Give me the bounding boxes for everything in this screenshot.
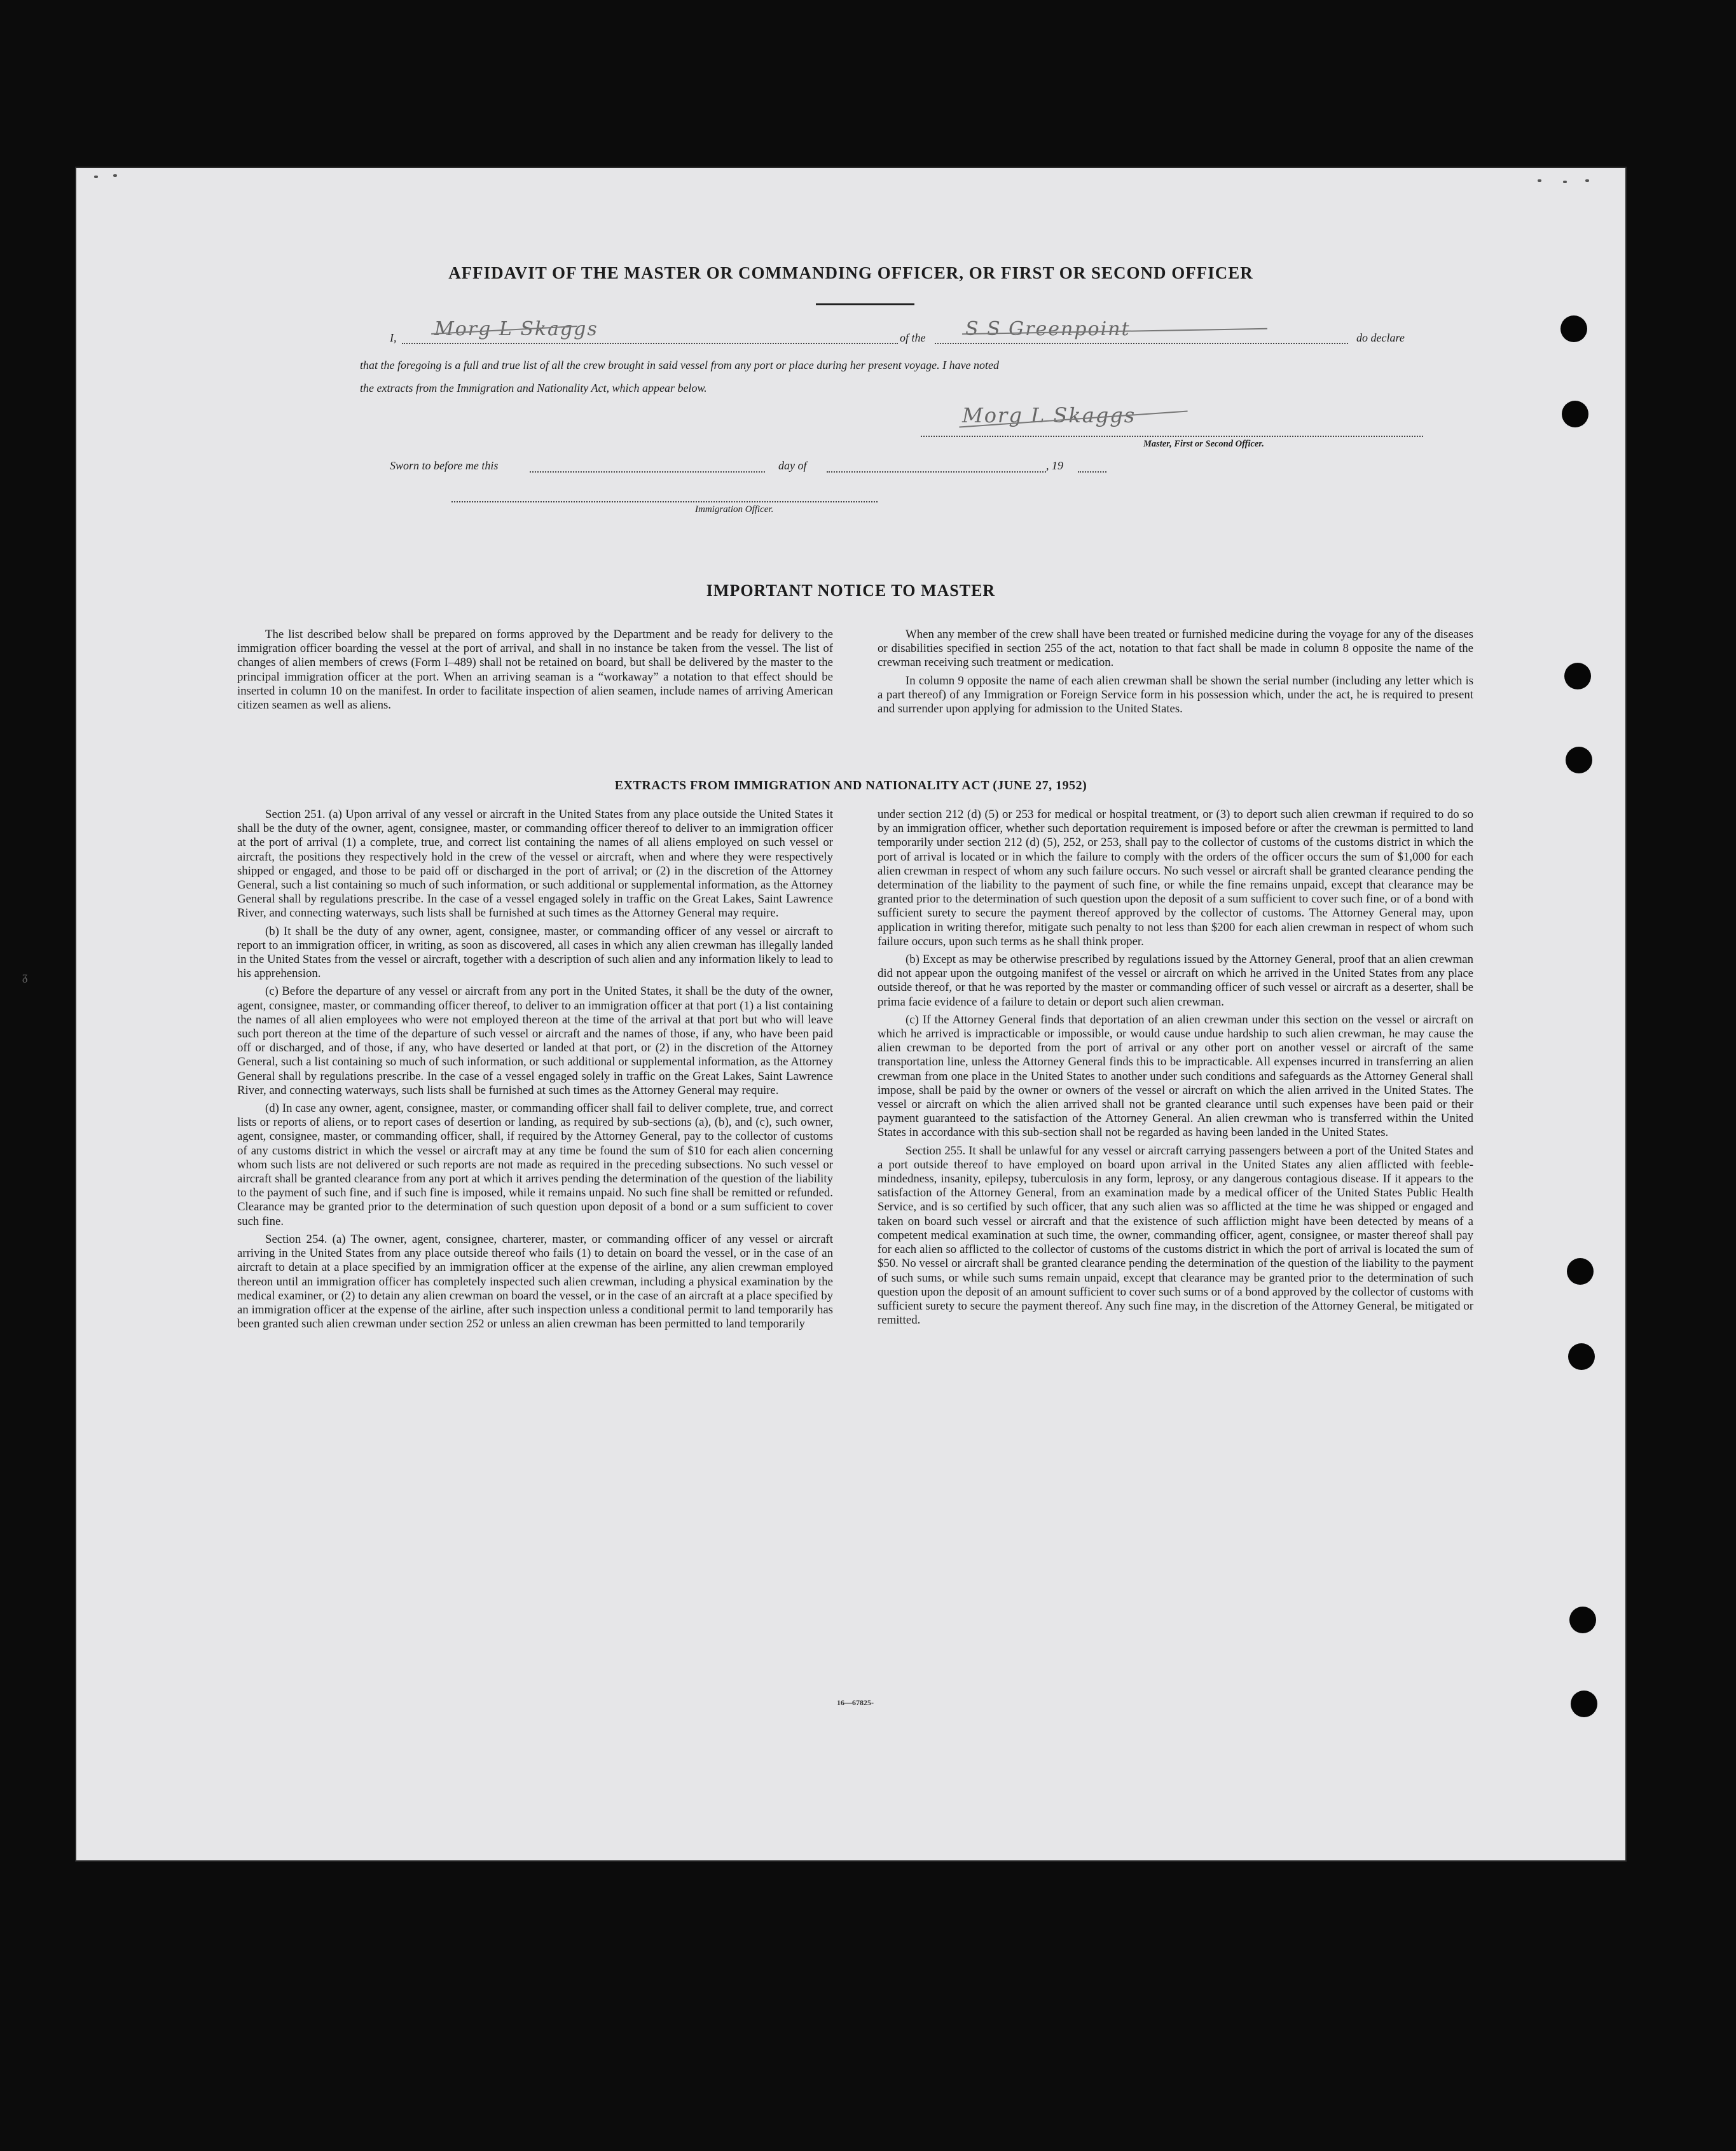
month-blank	[827, 471, 1046, 473]
section-paragraph: (c) Before the departure of any vessel or aircraft from any port in the United States, it shall be the duty of the owner, agent, consignee, master, or commanding officer thereof, to deliver to an immigration officer at that port (1) a list containing the names of all alien employees who were not employed thereon at the time of the arrival at that port but who will leave such port thereon at the time of the departure of such vessel or aircraft and the names of those, if any, who have been paid off or discharged, and of those, if any, who have deserted or landed at that port, or (2) in the discretion of the Attorney General, such a list containing so much of such information, or such additional or supplemental information, as the Attorney General shall by regulations prescribe. In the case of a vessel engaged solely in traffic on the Great Lakes, Saint Lawrence River, and connecting waterways, such lists shall be furnished at such times as the Attorney General may require.	[237, 985, 833, 1097]
master-signature: Morg L Skaggs	[962, 403, 1136, 427]
master-label: Master, First or Second Officer.	[1143, 439, 1264, 449]
section-paragraph: (c) If the Attorney General finds that deportation of an alien crewman under this section on the vessel or aircraft on which he arrived is impracticable or impossible, or would cause undue hardship to such alien crewman, he may cause the alien crewman to be deported from the port of arrival or any other port on another vessel or aircraft of the same transportation line, unless the Attorney General finds this to be impracticable. All expenses incurred in transferring an alien crewman from one place in the United States to another under such conditions and safeguards as the Attorney General shall impose, shall be paid by the owner or owners of the vessel or aircraft on which the alien arrived in the United States. The vessel or aircraft on which the alien arrived shall not be granted clearance until such expenses have been paid or their payment guaranteed to the satisfaction of the Attorney General. An alien crewman who is transferred within the United States in accordance with this sub-section shall not be regarded as having been landed in the United States.	[878, 1013, 1473, 1140]
i-label: I,	[390, 331, 397, 344]
document-page	[75, 167, 1627, 1862]
section-paragraph: under section 212 (d) (5) or 253 for medical or hospital treatment, or (3) to deport such alien crewman if required to do so by an immigration officer, whether such deportation requirement is imposed before or after the crewman is permitted to land temporarily under section 212 (d) (5), 252, or 253, shall pay to the collector of customs of the customs district in which the port of arrival is located or in which the failure to comply with the orders of the officer occurs the sum of $1,000 for each alien crewman in respect of whom any such failure occurs. No such vessel or aircraft shall be granted clearance pending the determination of the liability to the payment of such fine, or while the fine remains unpaid, except that clearance may be granted prior to the determination of such question upon the deposit of a sum sufficient to cover such fine, or of a bond with sufficient surety to secure the payment thereof approved by the collector of customs. The Attorney General may, upon application in writing therefor, mitigate such penalty to not less than $200 for each alien crewman in respect of whom such failure occurs, upon such terms as he shall think proper.	[878, 808, 1473, 948]
do-declare-label: do declare	[1356, 331, 1405, 344]
year-blank	[1078, 471, 1106, 473]
binder-hole	[1567, 1258, 1594, 1285]
scan-speck	[1538, 179, 1541, 182]
binder-hole	[1566, 747, 1592, 773]
notice-paragraph: In column 9 opposite the name of each alien crewman shall be shown the serial number (including any letter which is a part thereof) of any Immigration or Foreign Service form in his possession which, under the act, he is required to present and surrender upon applying for admission to the United States.	[878, 674, 1473, 716]
vessel-blank	[935, 343, 1348, 344]
margin-mark: ᵹ	[22, 970, 28, 983]
form-code: 16—67825-	[837, 1698, 874, 1707]
affidavit-line-3: the extracts from the Immigration and Nationality Act, which appear below.	[360, 382, 707, 394]
affidavit-line-2: that the foregoing is a full and true list of all the crew brought in said vessel from any port or place during her present voyage. I have noted	[360, 359, 1000, 371]
binder-hole	[1564, 663, 1591, 689]
sworn-label: Sworn to before me this	[390, 459, 499, 472]
immigration-officer-label: Immigration Officer.	[695, 504, 774, 515]
notice-paragraph: When any member of the crew shall have been treated or furnished medicine during the voyage for any of the diseases or disabilities specified in section 255 of the act, notation to that fact shall be made in column 8 opposite the name of the crewman receiving such treatment or medication.	[878, 628, 1473, 670]
section-paragraph: Section 254. (a) The owner, agent, consignee, charterer, master, or commanding officer of any vessel or aircraft arriving in the United States from any place outside thereof who fails (1) to detain on board the vessel, or in the case of an aircraft to detain at a place specified by an immigration officer at the expense of the airline, any alien crewman employed thereon until an immigration officer has completely inspected such alien crewman, including a physical examination by the medical examiner, or (2) to detain any alien crewman on board the vessel, or in the case of an aircraft at a place specified by an immigration officer at the expense of the airline, after such inspection unless a conditional permit to land temporarily has been granted such alien crewman under section 252 or unless an alien crewman has been permitted to land temporarily	[237, 1232, 833, 1331]
sworn-day-blank	[530, 471, 765, 473]
name-blank	[402, 343, 898, 344]
extracts-left-column	[237, 808, 833, 1335]
binder-hole	[1568, 1343, 1595, 1370]
notice-paragraph: The list described below shall be prepared on forms approved by the Department and be ready for delivery to the immigration officer boarding the vessel at the port of arrival, and shall in no instance be taken from the vessel. The list of changes of alien members of crews (Form I–489) shall not be retained on board, but shall be delivered by the master to the principal immigration officer at the port. When an arriving seaman is a “workaway” a notation to that effect should be inserted in column 10 on the manifest. In order to facilitate inspection of alien seamen, include names of arriving American citizen seamen as well as aliens.	[237, 628, 833, 712]
binder-hole	[1569, 1607, 1596, 1633]
handwritten-vessel: S S Greenpoint	[965, 318, 1131, 340]
handwritten-name: Morg L Skaggs	[434, 318, 598, 340]
section-paragraph: Section 251. (a) Upon arrival of any vessel or aircraft in the United States from any place outside the United States it shall be the duty of the owner, agent, consignee, master, or commanding officer thereof to deliver to an immigration officer at the port of arrival (1) a complete, true, and correct list containing the names of all aliens employed on such vessel or aircraft, the positions they respectively hold in the crew of the vessel or aircraft, when and where they were respectively shipped or engaged, and those to be paid off or discharged in the port of arrival; or (2) in the discretion of the Attorney General, such a list containing so much of such information, or such additional or supplemental information, as the Attorney General shall by regulations prescribe. In the case of a vessel engaged solely in traffic on the Great Lakes, Saint Lawrence River, and connecting waterways, such lists shall be furnished at such times as the Attorney General may require.	[237, 808, 833, 920]
section-paragraph: (b) Except as may be otherwise prescribed by regulations issued by the Attorney General, proof that an alien crewman did not appear upon the outgoing manifest of the vessel or aircraft on which he arrived in the United States from any place outside thereof, or that he was reported by the master or commanding officer of such vessel or aircraft as a deserter, shall be prima facie evidence of a failure to detain or deport such alien crewman.	[878, 953, 1473, 1009]
title-divider	[816, 303, 914, 305]
scan-speck	[1585, 179, 1589, 182]
binder-hole	[1571, 1691, 1597, 1717]
affidavit-title: AFFIDAVIT OF THE MASTER OR COMMANDING OFFICER, OR FIRST OR SECOND OFFICER	[448, 263, 1253, 282]
year-label: , 19	[1046, 459, 1063, 472]
binder-hole	[1560, 315, 1587, 342]
day-of-label: day of	[778, 459, 807, 472]
binder-hole	[1562, 401, 1588, 427]
extracts-title: EXTRACTS FROM IMMIGRATION AND NATIONALITY ACT (JUNE 27, 1952)	[614, 778, 1087, 792]
scan-speck	[94, 176, 98, 178]
notice-right-column	[878, 628, 1473, 720]
notice-title: IMPORTANT NOTICE TO MASTER	[706, 581, 996, 600]
scan-speck	[1563, 181, 1567, 183]
of-the-label: of the	[900, 331, 926, 344]
officer-signature-blank	[451, 501, 878, 502]
section-paragraph: (d) In case any owner, agent, consignee, master, or commanding officer shall fail to deliver complete, true, and correct lists or reports of aliens, or to report cases of desertion or landing, as required by sub-sections (a), (b), and (c), such owner, agent, consignee, master, or commanding officer, shall, if required by the Attorney General, pay to the collector of customs of any customs district in which the vessel or aircraft may at any time be found the sum of $10 for each alien concerning whom such lists are not delivered or such reports are not made as required in the preceding subsections. No such vessel or aircraft shall be granted clearance from any port at which it arrives pending the determination of the question of the liability to the payment of such fine, and if such fine is imposed, while it remains unpaid. No such fine shall be remitted or refunded. Clearance may be granted prior to the determination of such question upon deposit of a bond or a sum sufficient to cover such fine.	[237, 1102, 833, 1228]
section-paragraph: Section 255. It shall be unlawful for any vessel or aircraft carrying passengers between a port of the United States and a port outside thereof to have employed on board upon arrival in the United States any alien afflicted with feeble-mindedness, insanity, epilepsy, tuberculosis in any form, leprosy, or any dangerous contagious disease. If it appears to the satisfaction of the Attorney General, from an examination made by a medical officer of the United States Public Health Service, and is so certified by such officer, that any such alien was so afflicted at the time he was shipped or engaged and taken on board such vessel or aircraft and that the existence of such affliction might have been detected by means of a competent medical examination at such time, the owner, commanding officer, agent, consignee, or master thereof shall pay for each alien so afflicted to the collector of customs of the customs district in which the port of arrival is located the sum of $50. No vessel or aircraft shall be granted clearance pending the determination of the question of the liability to the payment of such sums, or while such sums remain unpaid, except that clearance may be granted prior to the determination of such question upon the deposit of an amount sufficient to cover such sums or of a bond approved by the collector of customs with sufficient surety to secure the payment thereof. Any such fine may, in the discretion of the Attorney General, be mitigated or remitted.	[878, 1144, 1473, 1327]
extracts-right-column	[878, 808, 1473, 1331]
scan-speck	[113, 174, 117, 177]
notice-left-column	[237, 628, 833, 716]
signature-blank	[921, 436, 1423, 437]
section-paragraph: (b) It shall be the duty of any owner, agent, consignee, master, or commanding officer of any vessel or aircraft to report to an immigration officer, in writing, as soon as discovered, all cases in which any alien crewman has illegally landed in the United States from the vessel or aircraft, together with a description of such alien and any information likely to lead to his apprehension.	[237, 924, 833, 981]
